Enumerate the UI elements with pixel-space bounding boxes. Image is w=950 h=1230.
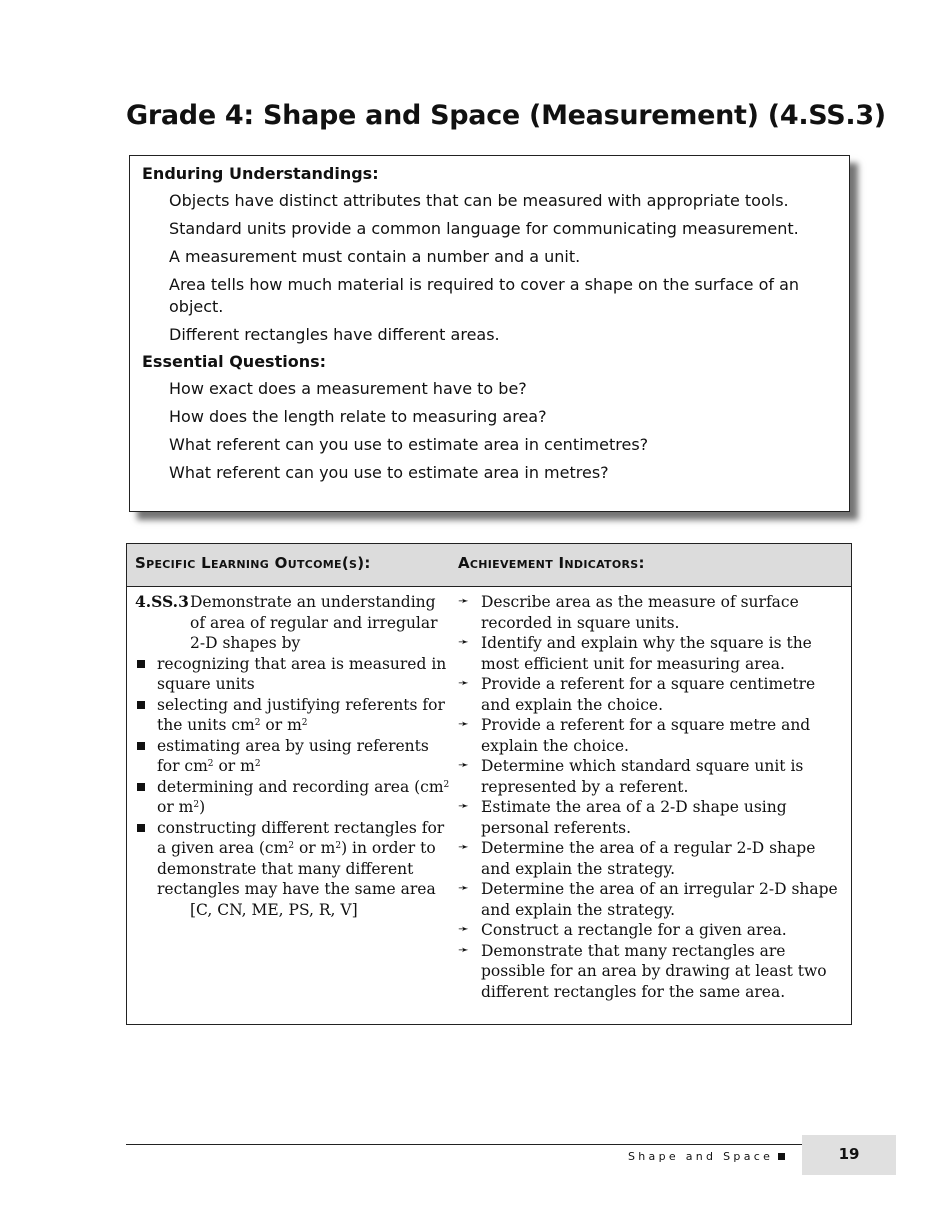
footer-section-label: Shape and Space: [628, 1150, 774, 1163]
page-number-box: [802, 1135, 896, 1175]
outcome-tags: [C, CN, ME, PS, R, V]: [190, 900, 358, 919]
arrow-bullet-icon: ➛: [458, 840, 469, 855]
achievement-indicator-item: ➛ Provide a referent for a square metre and explain the choice.: [458, 716, 811, 755]
outcome-subitem: selecting and justifying referents for the units $cm^2$ or $m^2$: [157, 695, 450, 736]
outcome-subitem: recognizing that area is measured in square units: [157, 654, 450, 695]
outcome-subitem: estimating area by using referents for $cm^2$ or $m^2$: [157, 736, 450, 777]
essential-question-item: How exact does a measurement have to be?: [169, 379, 527, 398]
achievement-indicator-item: ➛ Determine which standard square unit is represented by a referent.: [458, 757, 804, 796]
outcomes-table-header: [127, 544, 851, 587]
square-bullet-icon: [137, 742, 145, 750]
arrow-bullet-icon: ➛: [458, 942, 469, 958]
achievement-indicator-item: ➛ Determine the area of a regular 2-D shape and explain the strategy.: [458, 839, 816, 878]
enduring-understanding-item: Different rectangles have different areas.: [169, 325, 500, 344]
outcome-subitem-list: [135, 654, 450, 900]
understandings-box: [129, 155, 850, 512]
page-title: Grade 4: Shape and Space (Measurement) (4.SS.3): [126, 100, 886, 131]
enduring-understanding-item: Objects have distinct attributes that can be measured with appropriate tools.: [169, 191, 789, 210]
outcome-code: 4.SS.3: [135, 592, 189, 611]
square-bullet-icon: [137, 824, 145, 832]
achievement-indicators-header: Achievement Indicators:: [458, 554, 645, 572]
enduring-understanding-item: A measurement must contain a number and a unit.: [169, 247, 581, 266]
essential-question-item: What referent can you use to estimate area in centimetres?: [169, 435, 649, 454]
essential-questions-heading: Essential Questions:: [142, 352, 327, 371]
achievement-indicators-cell: [458, 592, 843, 1002]
square-bullet-icon: [137, 701, 145, 709]
achievement-indicator-item: ➛ Describe area as the measure of surface recorded in square units.: [458, 593, 799, 632]
arrow-bullet-icon: ➛: [458, 799, 469, 814]
achievement-indicator-item: ➛ Determine the area of an irregular 2-D shape and explain the strategy.: [458, 880, 838, 919]
essential-questions-list: [142, 378, 837, 484]
essential-question-item: How does the length relate to measuring area?: [169, 407, 547, 426]
achievement-indicator-list: [458, 592, 843, 1002]
square-separator-icon: [778, 1153, 785, 1160]
outcome-subitem: determining and recording area ($cm^2$ or $m^2$): [157, 777, 450, 818]
achievement-indicator-item: ➛ Provide a referent for a square centimetre and explain the choice.: [458, 675, 816, 714]
footer-rule: [126, 1144, 802, 1145]
page-number: 19: [838, 1145, 860, 1163]
arrow-bullet-icon: ➛: [458, 635, 469, 650]
achievement-indicator-item: ➛ Construct a rectangle for a given area.: [458, 921, 787, 939]
achievement-indicator-item: ➛ Demonstrate that many rectangles are possible for an area by drawing at least two different rectangles for the same area.: [458, 941, 827, 1001]
square-bullet-icon: [137, 783, 145, 791]
outcome-text: Demonstrate an understanding of area of regular and irregular 2-D shapes by: [190, 593, 438, 652]
essential-question-item: What referent can you use to estimate area in metres?: [169, 463, 609, 482]
achievement-indicator-item: ➛ Estimate the area of a 2-D shape using personal referents.: [458, 798, 787, 837]
arrow-bullet-icon: ➛: [458, 594, 469, 609]
enduring-understanding-item: Standard units provide a common language for communicating measurement.: [169, 219, 799, 238]
specific-learning-outcomes-header: Specific Learning Outcome(s):: [135, 554, 371, 572]
arrow-bullet-icon: ➛: [458, 881, 469, 896]
enduring-understandings-list: [142, 190, 837, 346]
arrow-bullet-icon: ➛: [458, 676, 469, 691]
outcome-subitem: constructing different rectangles for a given area ($cm^2$ or $m^2$) in order to demonstrate that many different rectangles may have the same area: [157, 818, 450, 900]
arrow-bullet-icon: ➛: [458, 922, 469, 937]
outcomes-table: [126, 543, 852, 1025]
enduring-understandings-heading: Enduring Understandings:: [142, 164, 379, 183]
square-bullet-icon: [137, 660, 145, 668]
arrow-bullet-icon: ➛: [458, 717, 469, 732]
arrow-bullet-icon: ➛: [458, 758, 469, 773]
enduring-understanding-item: Area tells how much material is required to cover a shape on the surface of an object.: [169, 275, 800, 316]
achievement-indicator-item: ➛ Identify and explain why the square is the most efficient unit for measuring area.: [458, 634, 812, 673]
learning-outcome-cell: [135, 592, 450, 920]
